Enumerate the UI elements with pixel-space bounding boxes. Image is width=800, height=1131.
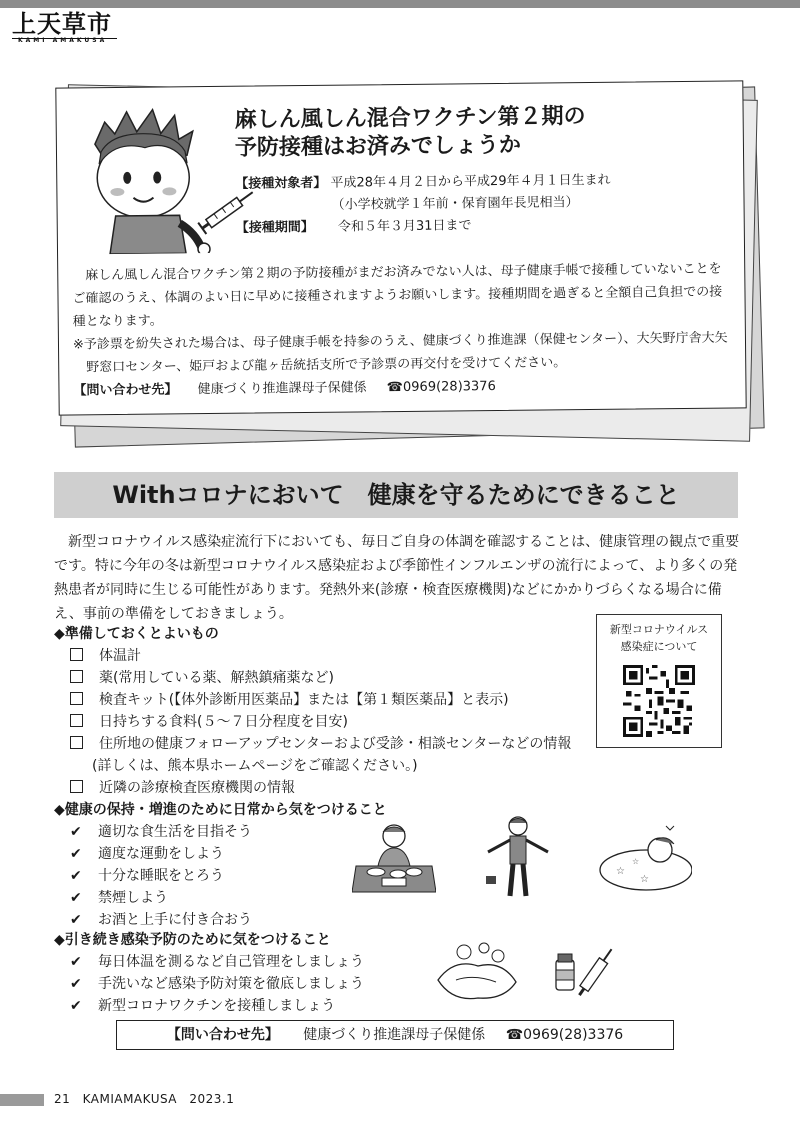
checkbox-icon [70, 714, 83, 727]
checkmark-icon: ✔ [70, 912, 82, 928]
corona-heading-band [54, 472, 738, 518]
prep-item: 日持ちする食料(５～７日分程度を目安) [70, 712, 348, 732]
notice-reissue-note: ※予診票を紛失された場合は、母子健康手帳を持参のうえ、健康づくり推進課（保健センター）、大矢野庁舎大矢野窓口センター、姫戸および龍ヶ岳統括支所で予診票の再交付を受けてください。 [72, 330, 728, 376]
prep-item: 近隣の診療検査医療機関の情報 [70, 778, 295, 798]
prep-item: 検査キット(【体外診断用医薬品】または【第１類医薬品】と表示) [70, 690, 509, 710]
checkmark-icon: ✔ [70, 868, 82, 884]
notice-title-line2: 予防接種はお済みでしょうか [234, 132, 522, 161]
checkmark-icon: ✔ [70, 998, 82, 1014]
notice-contact-dept: 健康づくり推進課母子保健係 [197, 380, 367, 398]
exercise-illustration [482, 814, 554, 906]
section-health-title: ◆健康の保持・増進のために日常から気をつけること [54, 802, 387, 818]
qr-info-box [596, 614, 722, 748]
logo-subtext: KAMI AMAKUSA [18, 37, 108, 44]
checkbox-icon [70, 670, 83, 683]
checkbox-icon [70, 692, 83, 705]
prep-item: 住所地の健康フォローアップセンターおよび受診・相談センターなどの情報 [70, 734, 571, 754]
svg-text:☆: ☆ [616, 866, 625, 877]
notice-body-text: 麻しん風しん混合ワクチン第２期の予防接種がまだお済みでない人は、母子健康手帳で接種していないことをご確認のうえ、体調のよい日に早めに接種されますようお願いします。接種期間を過ぎると全額自己負担での接種となります。 [72, 261, 723, 330]
target-value: 平成28年４月２日から平成29年４月１日生まれ [330, 172, 611, 191]
qr-caption-line2: 感染症について [620, 640, 698, 653]
qr-caption [597, 621, 721, 655]
corona-intro [54, 530, 740, 626]
prep-item: 薬(常用している薬、解熱鎮痛薬など) [70, 668, 334, 688]
checkmark-icon: ✔ [70, 846, 82, 862]
prevent-item: ✔ 手洗いなど感染予防対策を徹底しましょう [70, 976, 364, 992]
page-number: 21 [54, 1092, 71, 1106]
magazine-name: KAMIAMAKUSA [82, 1092, 178, 1106]
checkmark-icon: ✔ [70, 890, 82, 906]
handwash-illustration [434, 940, 520, 1010]
top-rule [0, 0, 800, 8]
target-note: （小学校就学１年前・保育園年長児相当） [331, 195, 579, 213]
checkmark-icon: ✔ [70, 976, 82, 992]
period-value: 令和５年３月31日まで [337, 218, 472, 235]
target-label: 【接種対象者】 [235, 175, 327, 192]
period-row [236, 216, 472, 238]
notice-contact [73, 377, 496, 401]
meal-illustration [352, 820, 436, 896]
corona-heading: Withコロナにおいて 健康を守るためにできること [112, 481, 680, 509]
corona-intro-text: 新型コロナウイルス感染症流行下においても、毎日ご自身の体調を確認することは、健康管理の観点で重要です。特に今年の冬は新型コロナウイルス感染症および季節性インフルエンザの流行によって、より多くの発熱患者が同時に生じる可能性があります。発熱外来(診療・検査医療機関)などにかかりづらくなる場合に備え、事前の準備をしておきましょう。 [54, 534, 740, 622]
qr-caption-line1: 新型コロナウイルス [609, 623, 709, 636]
corona-contact-dept: 健康づくり推進課母子保健係 [303, 1027, 486, 1043]
health-item: ✔ 禁煙しよう [70, 890, 168, 906]
notice-contact-tel: ☎0969(28)3376 [386, 379, 496, 396]
health-item: ✔ 適度な運動をしよう [70, 846, 224, 862]
notice-title-line1: 麻しん風しん混合ワクチン第２期の [234, 104, 586, 133]
checkbox-icon [70, 736, 83, 749]
prep-item-note: (詳しくは、熊本県ホームページをご確認ください。) [92, 758, 418, 774]
checkmark-icon: ✔ [70, 824, 82, 840]
notice-title [235, 103, 586, 163]
prevent-item: ✔ 新型コロナワクチンを接種しましょう [70, 998, 336, 1014]
section-prevent-title: ◆引き続き感染予防のために気をつけること [54, 932, 331, 948]
health-item: ✔ 十分な睡眠をとろう [70, 868, 224, 884]
corona-contact-box [116, 1020, 674, 1050]
notice-body [72, 258, 733, 380]
measles-rubella-notice [55, 80, 746, 415]
logo-text: 上天草市 [12, 9, 112, 38]
section-prep-title: ◆準備しておくとよいもの [54, 626, 219, 642]
target-row [235, 171, 610, 195]
vaccine-illustration [548, 936, 620, 1008]
notice-contact-label: 【問い合わせ先】 [73, 382, 178, 399]
checkbox-icon [70, 648, 83, 661]
svg-text:☆: ☆ [640, 874, 649, 885]
city-logo [12, 10, 122, 46]
issue-date: 2023.1 [189, 1092, 235, 1106]
corona-contact-label: 【問い合わせ先】 [166, 1027, 279, 1043]
prep-item: 体温計 [70, 646, 141, 666]
footer-bar [0, 1094, 44, 1106]
qr-code-icon[interactable] [623, 665, 695, 737]
svg-text:☆: ☆ [632, 857, 640, 866]
page-footer [54, 1090, 242, 1108]
prevent-item: ✔ 毎日体温を測るなど自己管理をしましょう [70, 954, 364, 970]
checkbox-icon [70, 780, 83, 793]
health-item: ✔ お酒と上手に付き合おう [70, 912, 252, 928]
corona-contact-tel: ☎0969(28)3376 [505, 1027, 624, 1043]
sleeping-illustration [596, 820, 692, 894]
period-label: 【接種期間】 [235, 219, 314, 236]
health-item: ✔ 適切な食生活を目指そう [70, 824, 252, 840]
checkmark-icon: ✔ [70, 954, 82, 970]
